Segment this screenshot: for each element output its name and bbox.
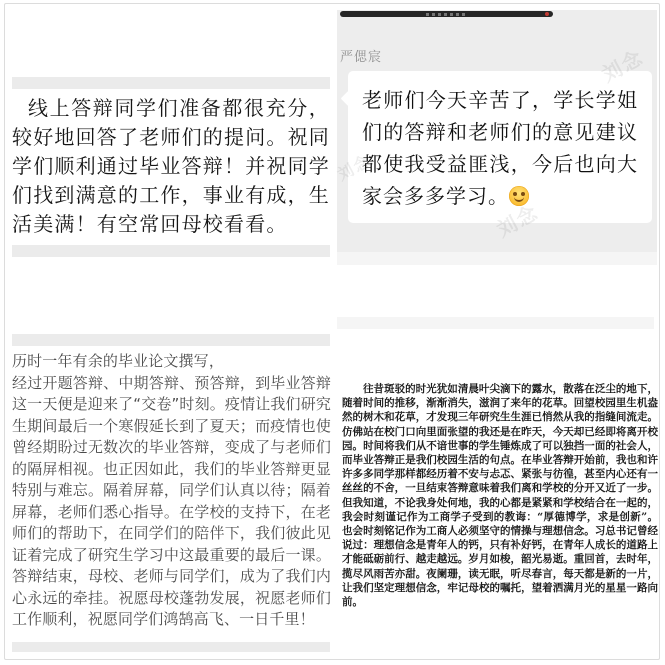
separator-bar bbox=[337, 317, 654, 329]
smiling-emoji-icon bbox=[509, 186, 529, 206]
chat-message-body: 老师们今天辛苦了，学长学姐们的答辩和老师们的意见建议都使我受益匪浅，今后也向大家会多多学习。 bbox=[362, 88, 638, 208]
red-dot-icon bbox=[545, 12, 549, 16]
phone-status-bar bbox=[340, 11, 553, 17]
chat-bubble[interactable] bbox=[348, 71, 652, 223]
separator-bar bbox=[12, 77, 330, 89]
farewell-first-line: 历时一年有余的毕业论文撰写， bbox=[12, 352, 224, 370]
sender-name: 严偲宸 bbox=[340, 50, 383, 65]
farewell-message-block bbox=[12, 351, 331, 631]
farewell-body-text: 经过开题答辩、中期答辩、预答辩，到毕业答辩这一天便是迎来了“交卷”时刻。疫情让我们研究生期间最后一个寒假延长到了夏天；而疫情也使曾经期盼过无数次的毕业答辩，变成了与老师们的隔屏相视。也正因如此，我们的毕业答辩更显特别与难忘。隔着屏幕，同学们认真以待；隔着屏幕，老师们悉心指导。在学校的支持下，在老师们的帮助下，在同学们的陪伴下，我们彼此见证着完成了研究生学习中这最重要的最后一课。答辩结束，母校、老师与同学们，成为了我们内心永远的牵挂。祝愿母校蓬勃发展，祝愿老师们工作顺利，祝愿同学们鸿鹄高飞、一日千里！ bbox=[12, 373, 331, 628]
separator-bar bbox=[12, 245, 330, 257]
teacher-greeting-message: 线上答辩同学们准备都很充分，较好地回答了老师们的提问。祝同学们顺利通过毕业答辩！并祝同学们找到满意的工作，事业有成，生活美满！有空常回母校看看。 bbox=[12, 96, 330, 236]
separator-bar bbox=[12, 642, 330, 652]
chat-message-text bbox=[348, 71, 652, 225]
separator-bar bbox=[337, 252, 657, 265]
separator-bar bbox=[12, 334, 330, 346]
chat-panel bbox=[337, 10, 657, 252]
graduation-essay-block: 往昔斑驳的时光犹如清晨叶尖滴下的露水，散落在泛尘的地下，随着时间的推移，渐渐消失，滋润了来年的花草。回望校园里生机盎然的树木和花草，才发现三年研究生生涯已悄然从我的指缝间流走。仿佛站在校门口向里面张望的我还是在昨天，今天却已经即将离开校园。时间将我们从不谙世事的学生锤炼成了可以独挡一面的社会人，而毕业答辩正是我们校园生活的句点。在毕业答辩开始前，我也和许许多多同学那样都经历着不安与忐忑、紧张与彷徨，甚至内心还有一丝丝的不舍，一旦结束答辩意味着我们离和学校的分开又近了一步。但我知道，不论我身处何地，我的心都是紧紧和学校结合在一起的，我会时刻谨记作为工商学子受到的教诲：“厚德博学，求是创新”。也会时刻铭记作为工商人必须坚守的情操与理想信念。习总书记曾经说过：理想信念是青年人的钙，只有补好钙，在青年人成长的道路上才能砥砺前行、越走越远。岁月如梭，韶光易逝。重回首，去时年，揽尽风雨苦亦甜。夜阑珊，读无眠，听尽春言，每天都是新的一片，让我们坚定理想信念，牢记母校的嘱托，望着洒满月光的星星一路向前。 bbox=[342, 383, 658, 609]
status-bar-glyphs-icon bbox=[426, 13, 468, 16]
emoji-character bbox=[509, 186, 510, 187]
